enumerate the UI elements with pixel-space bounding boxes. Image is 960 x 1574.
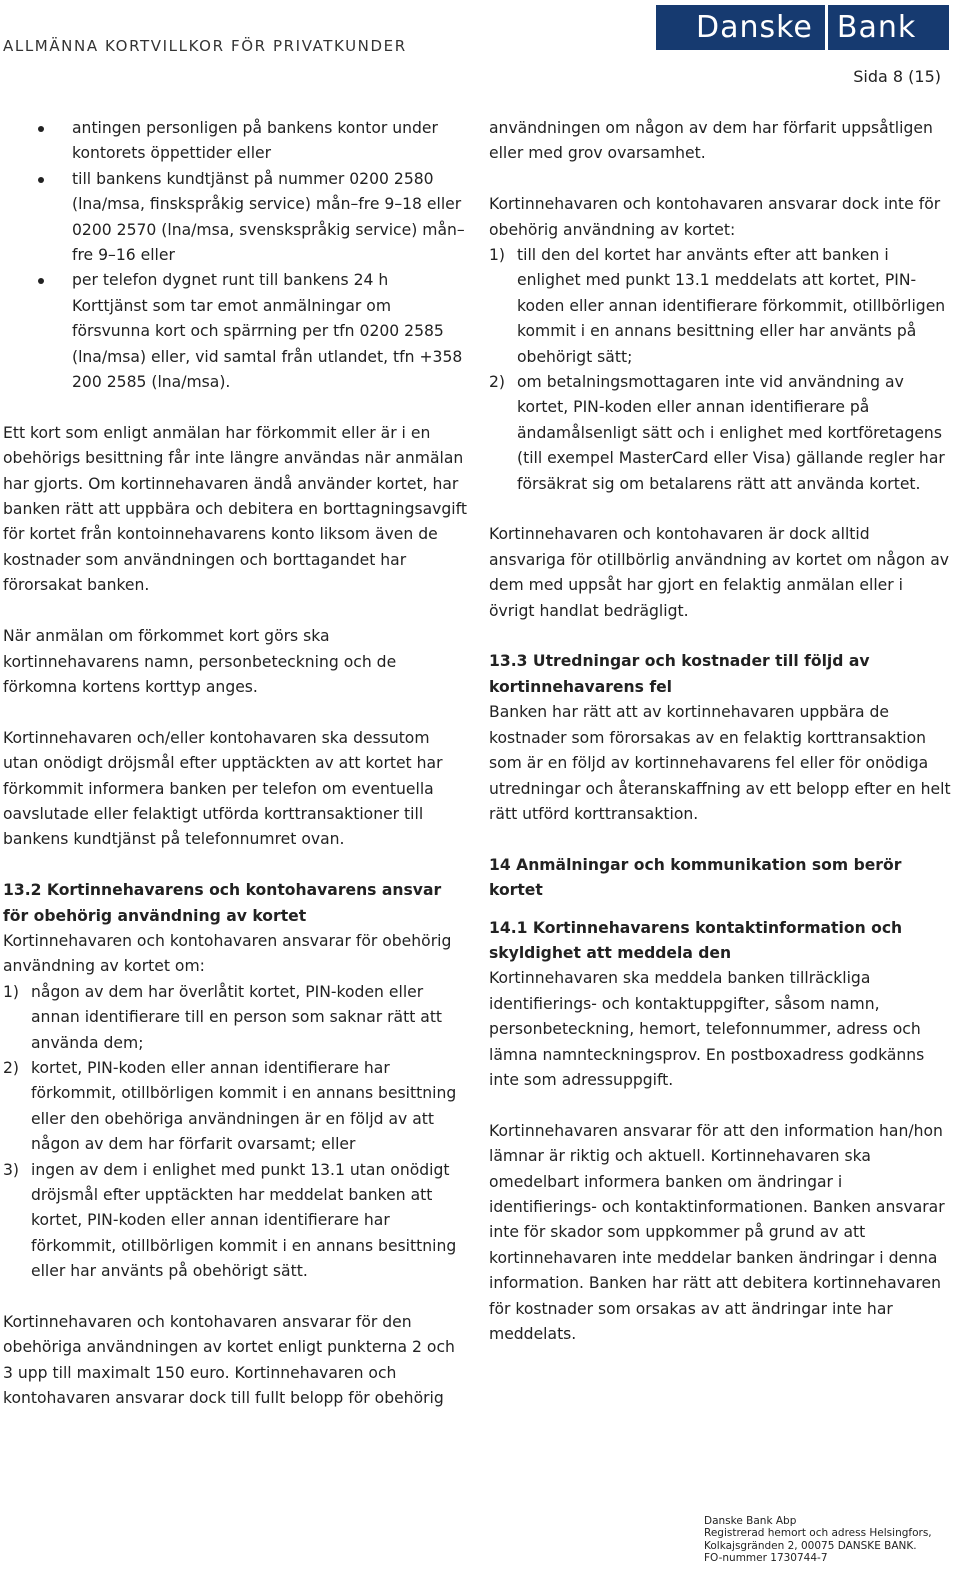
list-item: till bankens kundtjänst på nummer 0200 2580 (lna/msa, finskspråkig service) mån–fre 9–18 eller 0200 2570 (lna/msa, svenskspråkig service) mån–fre 9–16 eller	[3, 167, 468, 269]
paragraph: Kortinnehavaren ansvarar för att den information han/hon lämnar är riktig och aktuell. Kortinnehavaren ska omedelbart informera banken om ändringar i identifierings- och kontaktinformationen. Banken ansvarar inte för skador som uppkommer på grund av att kortinnehavaren inte meddelar banken ändringar i denna information. Banken har rätt att debitera kortinnehavaren för kostnader som orsakas av att ändringar inte har meddelats.	[489, 1121, 945, 1344]
footer-company-info	[704, 1515, 932, 1565]
numbered-list	[489, 243, 951, 497]
page-number: Sida 8 (15)	[853, 67, 941, 86]
list-item: antingen personligen på bankens kontor under kontorets öppettider eller	[3, 116, 468, 167]
paragraph: Kortinnehavaren och kontohavaren ansvarar för obehörig användning av kortet om:	[3, 931, 452, 976]
list-item: 2) om betalningsmottagaren inte vid användning av kortet, PIN-koden eller annan identifierare på ändamålsenligt sätt och i enlighet med kortföretagens (till exempel MasterCard eller Visa) gällande regler har försäkrat sig om betalarens rätt att använda kortet.	[489, 373, 945, 493]
paragraph: När anmälan om förkommet kort görs ska kortinnehavarens namn, personbeteckning och de förkomna kortens korttyp anges.	[3, 627, 397, 696]
logo-word-bank: Bank	[836, 10, 917, 45]
footer-line: Registrerad hemort och adress Helsingfors,	[704, 1527, 932, 1540]
list-item: 2) kortet, PIN-koden eller annan identifierare har förkommit, otillbörligen kommit i en annans besittning eller den obehöriga användningen är en följd av att någon av dem har förfarit ovarsamt; eller	[3, 1058, 457, 1154]
paragraph: Kortinnehavaren och kontohavaren ansvarar dock inte för obehörig användning av kortet:	[489, 195, 941, 239]
paragraph: Banken har rätt att av kortinnehavaren uppbära de kostnader som förorsakas av en felaktig korttransaktion som är en följd av kortinnehavarens fel eller för onödiga utredningar och återanskaffning av ett belopp efter en helt rätt utförd korttransaktion.	[489, 703, 951, 823]
paragraph: Kortinnehavaren ska meddela banken tillräckliga identifierings- och kontaktuppgifter, såsom namn, personbeteckning, hemort, telefonnummer, adress och lämna namnteckningsprov. En postboxadress godkänns inte som adressuppgift.	[489, 969, 925, 1089]
footer-line: Kolkajsgränden 2, 00075 DANSKE BANK.	[704, 1539, 917, 1552]
list-item: per telefon dygnet runt till bankens 24 h Korttjänst som tar emot anmälningar om försvunna kort och spärrning per tfn 0200 2585 (lna/msa) eller, vid samtal från utlandet, tfn +358 200 2585 (lna/msa).	[3, 268, 468, 395]
contact-bullet-list	[3, 116, 468, 395]
footer-line: Danske Bank Abp	[704, 1515, 797, 1527]
paragraph: Kortinnehavaren och/eller kontohavaren ska dessutom utan onödigt dröjsmål efter upptäckten av att kortet har förkommit informera banken per telefon om eventuella oavslutade eller felaktigt utförda korttransaktioner till bankens kundtjänst på telefonnumret ovan.	[3, 728, 443, 849]
danske-bank-logo	[656, 5, 949, 50]
left-column	[3, 116, 468, 1437]
bullet-icon	[38, 126, 44, 132]
numbered-list	[3, 980, 468, 1285]
document-header-title: ALLMÄNNA KORTVILLKOR FÖR PRIVATKUNDER	[3, 37, 407, 55]
section-heading-13-2: 13.2 Kortinnehavarens och kontohavarens ansvar för obehörig användning av kortet	[3, 881, 442, 925]
bullet-icon	[38, 278, 44, 284]
list-item: 1) till den del kortet har använts efter att banken i enlighet med punkt 13.1 meddelats att kortet, PIN-koden eller annan identifierare förkommit, otillbörligen kommit i en annans besittning eller har använts på obehörigt sätt;	[489, 246, 946, 366]
section-heading-14: 14 Anmälningar och kommunikation som berör kortet	[489, 855, 902, 900]
logo-word-danske: Danske	[696, 10, 813, 45]
list-item: 1) någon av dem har överlåtit kortet, PIN-koden eller annan identifierare till en person som saknar rätt att använda dem;	[3, 982, 443, 1052]
section-heading-14-1: 14.1 Kortinnehavarens kontaktinformation och skyldighet att meddela den	[489, 918, 903, 962]
list-item: 3) ingen av dem i enlighet med punkt 13.1 utan onödigt dröjsmål efter upptäckten har meddelat banken att kortet, PIN-koden eller annan identifierare har förkommit, otillbörligen kommit i en annans besittning eller har använts på obehörigt sätt.	[3, 1160, 457, 1281]
bullet-icon	[38, 177, 44, 183]
paragraph: användningen om någon av dem har förfarit uppsåtligen eller med grov ovarsamhet.	[489, 119, 933, 163]
paragraph: Kortinnehavaren och kontohavaren är dock alltid ansvariga för otillbörlig användning av kortet om någon av dem med uppsåt har gjort en felaktig anmälan eller i övrigt handlat bedrägligt.	[489, 525, 950, 620]
paragraph: Kortinnehavaren och kontohavaren ansvarar för den obehöriga användningen av kortet enligt punkterna 2 och 3 upp till maximalt 150 euro. Kortinnehavaren och kontohavaren ansvarar dock till fullt belopp för obehörig	[3, 1313, 455, 1408]
section-heading-13-3: 13.3 Utredningar och kostnader till följd av kortinnehavarens fel	[489, 652, 870, 696]
footer-line: FO-nummer 1730744-7	[704, 1552, 828, 1565]
right-column	[489, 116, 951, 1373]
paragraph: Ett kort som enligt anmälan har förkommit eller är i en obehörigs besittning får inte längre användas när anmälan har gjorts. Om kortinnehavaren ändå använder kortet, har banken rätt att uppbära och debitera en borttagningsavgift för kortet från kontoinnehavarens konto liksom även de kostnader som användningen och borttagandet har förorsakat banken.	[3, 423, 467, 595]
